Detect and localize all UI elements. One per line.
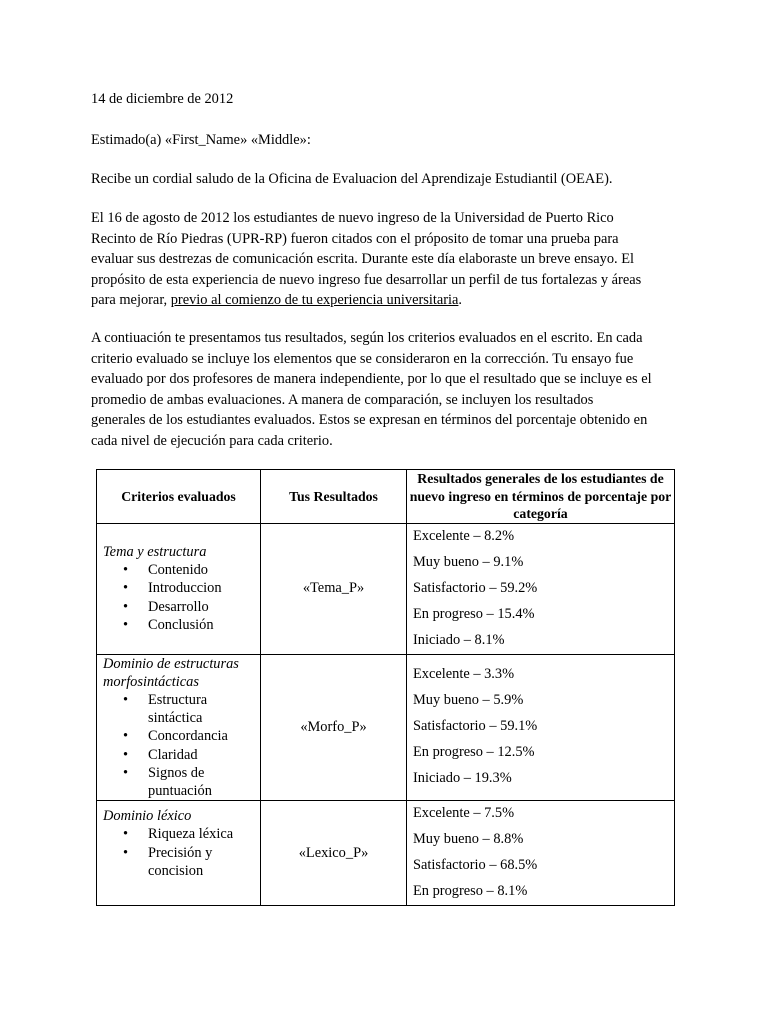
stats-list — [413, 524, 674, 654]
list-item: • Estructura sintáctica — [103, 691, 260, 727]
stats-cell — [407, 654, 675, 801]
list-item: • Contenido — [103, 561, 260, 579]
paragraph-line: generales de los estudiantes evaluados. Estos se expresan en términos del porcentaje obtenido en — [91, 412, 648, 428]
stat-item: Excelente – 3.3% — [413, 666, 515, 683]
list-item: • Signos de puntuación — [103, 764, 260, 800]
result-cell: «Lexico_P» — [261, 801, 407, 906]
criterion-cell — [97, 523, 261, 654]
paragraph-results-explanation — [91, 328, 681, 451]
stat-item: En progreso – 8.1% — [413, 883, 528, 900]
stat-item: Excelente – 7.5% — [413, 805, 515, 822]
stat-item: En progreso – 12.5% — [413, 744, 535, 761]
letter-greeting: Estimado(a) «First_Name» «Middle»: — [91, 132, 311, 148]
header-criterios: Criterios evaluados — [97, 470, 261, 524]
criterion-items — [103, 825, 260, 880]
stat-item: Iniciado – 8.1% — [413, 631, 505, 648]
criterion-title: Tema y estructura — [103, 543, 207, 560]
stat-item: Muy bueno – 5.9% — [413, 692, 524, 709]
paragraph-line — [91, 290, 681, 311]
criterion-cell — [97, 801, 261, 906]
text-span: para mejorar, — [91, 292, 171, 308]
list-item: • Precisión y concision — [103, 844, 260, 880]
paragraph-line: propósito de esta experiencia de nuevo ingreso fue desarrollar un perfil de tus fortalezas y áreas — [91, 271, 642, 288]
stats-cell — [407, 801, 675, 906]
list-item: • Introduccion — [103, 579, 260, 597]
criterion-title: Dominio léxico — [103, 808, 192, 825]
stat-item: Muy bueno – 9.1% — [413, 553, 524, 570]
letter-date: 14 de diciembre de 2012 — [91, 91, 234, 107]
stat-item: Muy bueno – 8.8% — [413, 831, 524, 848]
underlined-phrase: previo al comienzo de tu experiencia universitaria — [170, 292, 459, 308]
table-row — [97, 801, 675, 906]
stat-item: Satisfactorio – 59.1% — [413, 718, 538, 735]
criterion-cell — [97, 654, 261, 801]
stat-item: Excelente – 8.2% — [413, 527, 515, 544]
criterion-items — [103, 561, 260, 634]
list-item: • Claridad — [103, 746, 260, 764]
results-table — [96, 469, 675, 906]
paragraph-line: criterio evaluado se incluye los elementos que se consideraron en la corrección. Tu ensayo fue — [91, 350, 634, 367]
stat-item: Iniciado – 19.3% — [413, 770, 512, 787]
stat-item: En progreso – 15.4% — [413, 605, 535, 622]
list-item: • Conclusión — [103, 616, 260, 634]
list-item: • Riqueza léxica — [103, 825, 260, 843]
stats-list — [413, 662, 674, 792]
criterion-items — [103, 691, 260, 800]
paragraph-line: Recinto de Río Piedras (UPR-RP) fueron citados con el próposito de tomar una prueba para — [91, 230, 619, 247]
paragraph-line: evaluado por dos profesores de manera independiente, por lo que el resultado que se incluye es el — [91, 371, 652, 387]
stat-item: Satisfactorio – 68.5% — [413, 857, 538, 874]
result-cell: «Morfo_P» — [261, 654, 407, 801]
paragraph-line: promedio de ambas evaluaciones. A manera de comparación, se incluyen los resultados — [91, 391, 594, 408]
paragraph-line: El 16 de agosto de 2012 los estudiantes de nuevo ingreso de la Universidad de Puerto Rico — [91, 210, 614, 226]
table-row — [97, 523, 675, 654]
table-row — [97, 654, 675, 801]
paragraph-line: cada nivel de ejecución para cada criterio. — [91, 432, 333, 449]
stat-item: Satisfactorio – 59.2% — [413, 579, 538, 596]
list-item: • Concordancia — [103, 727, 260, 745]
header-tus-resultados: Tus Resultados — [261, 470, 407, 524]
header-resultados-generales: Resultados generales de los estudiantes de nuevo ingreso en términos de porcentaje por categoría — [407, 470, 675, 524]
result-cell: «Tema_P» — [261, 523, 407, 654]
paragraph-line: evaluar sus destrezas de comunicación escrita. Durante este día elaboraste un breve ensayo. El — [91, 251, 635, 267]
letter-intro: Recibe un cordial saludo de la Oficina de Evaluacion del Aprendizaje Estudiantil (OEAE). — [91, 171, 613, 187]
paragraph-line: A contiuación te presentamos tus resultados, según los criterios evaluados en el escrito. En cada — [91, 330, 643, 346]
criterion-title: Dominio de estructuras morfosintácticas — [103, 655, 239, 690]
paragraph-test-description — [91, 208, 681, 311]
table-header-row — [97, 470, 675, 524]
stats-list — [413, 801, 674, 905]
list-item: • Desarrollo — [103, 598, 260, 616]
text-span: . — [458, 292, 463, 308]
stats-cell — [407, 523, 675, 654]
